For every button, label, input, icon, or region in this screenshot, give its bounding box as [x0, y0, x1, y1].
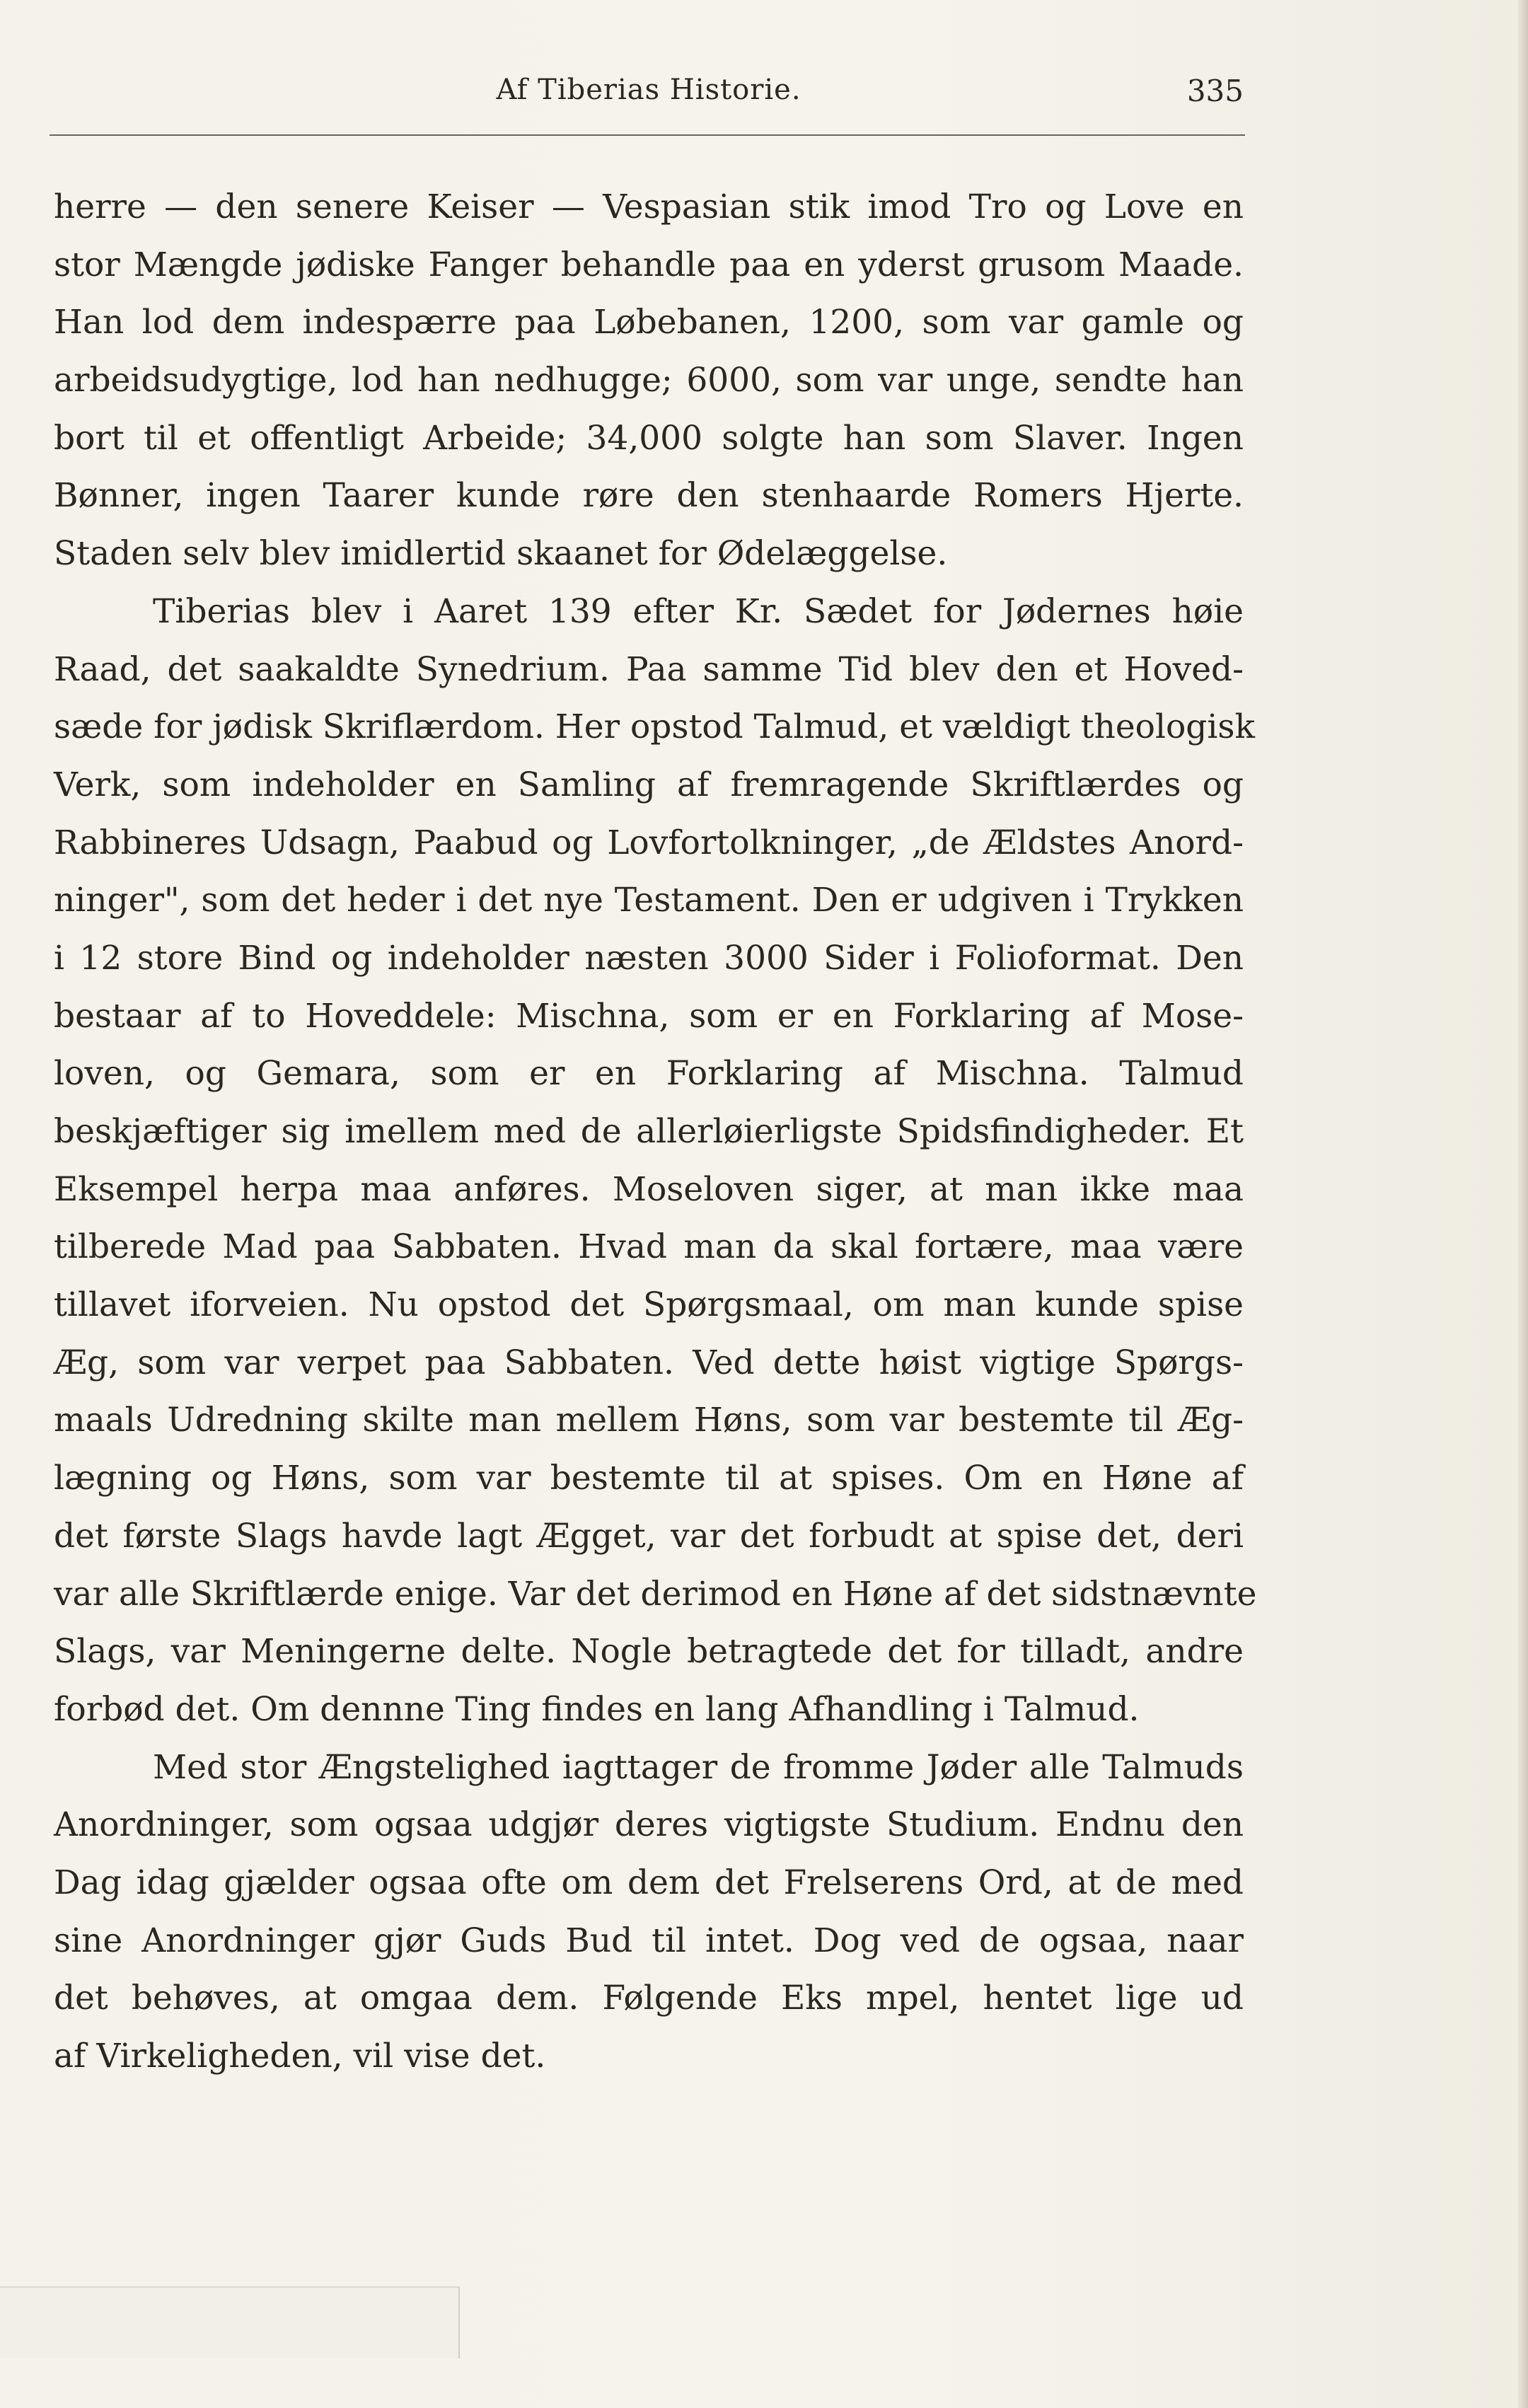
page-number: 335 — [1186, 74, 1244, 108]
text-line: Raad, det saakaldte Synedrium. Paa samme Tid blev den et Hoved- — [54, 649, 1244, 689]
page-edge-shadow — [1518, 0, 1528, 2408]
paragraph — [54, 178, 1244, 583]
text-line: i 12 store Bind og indeholder næsten 3000 Sider i Folioformat. Den — [54, 938, 1244, 978]
scan-artifact-strip — [0, 2286, 460, 2358]
paragraph — [54, 1739, 1244, 2085]
text-line: Bønner, ingen Taarer kunde røre den stenhaarde Romers Hjerte. — [54, 476, 1244, 516]
header-rule — [50, 134, 1245, 136]
text-line: Rabbineres Udsagn, Paabud og Lovfortolkninger, „de Ældstes Anord- — [54, 823, 1244, 862]
text-line: Han lod dem indespærre paa Løbebanen, 1200, som var gamle og — [54, 303, 1244, 342]
text-line: Eksempel herpa maa anføres. Moseloven siger, at man ikke maa — [54, 1169, 1244, 1209]
text-line: Staden selv blev imidlertid skaanet for Ødelæggelse. — [54, 534, 948, 574]
text-line: Verk, som indeholder en Samling af fremragende Skriftlærdes og — [54, 765, 1244, 804]
text-line: Æg, som var verpet paa Sabbaten. Ved dette høist vigtige Spørgs- — [54, 1343, 1244, 1382]
page-header — [54, 74, 1244, 123]
text-line: Anordninger, som ogsaa udgjør deres vigtigste Studium. Endnu den — [54, 1805, 1244, 1845]
text-line: sæde for jødisk Skriflærdom. Her opstod Talmud, et vældigt theologisk — [54, 707, 1255, 747]
text-line: Dag idag gjælder ogsaa ofte om dem det Frelserens Ord, at de med — [54, 1863, 1244, 1902]
text-line: forbød det. Om dennne Ting findes en lang Afhandling i Talmud. — [54, 1689, 1140, 1729]
text-line: Med stor Ængstelighed iagttager de fromme Jøder alle Talmuds — [153, 1747, 1244, 1787]
text-line: ninger", som det heder i det nye Testament. Den er udgiven i Trykken — [54, 881, 1244, 920]
text-line: herre — den senere Keiser — Vespasian stik imod Tro og Love en — [54, 187, 1244, 226]
text-line: arbeidsudygtige, lod han nedhugge; 6000, som var unge, sendte han — [54, 361, 1244, 400]
text-line: Tiberias blev i Aaret 139 efter Kr. Sædet for Jødernes høie — [153, 591, 1244, 631]
body-text — [54, 178, 1257, 2085]
text-line: bestaar af to Hoveddele: Mischna, som er en Forklaring af Mose- — [54, 996, 1244, 1036]
text-line: sine Anordninger gjør Guds Bud til intet. Dog ved de ogsaa, naar — [54, 1921, 1244, 1960]
text-line: var alle Skriftlærde enige. Var det derimod en Høne af det sidstnævnte — [54, 1574, 1257, 1614]
text-line: det første Slags havde lagt Ægget, var det forbudt at spise det, deri — [54, 1516, 1244, 1556]
text-line: lægning og Høns, som var bestemte til at spises. Om en Høne af — [54, 1459, 1244, 1498]
text-line: maals Udredning skilte man mellem Høns, som var bestemte til Æg- — [54, 1401, 1244, 1440]
text-line: loven, og Gemara, som er en Forklaring af Mischna. Talmud — [54, 1054, 1244, 1094]
paragraph — [54, 583, 1257, 1739]
text-line: bort til et offentligt Arbeide; 34,000 solgte han som Slaver. Ingen — [54, 418, 1244, 458]
text-line: stor Mængde jødiske Fanger behandle paa en yderst grusom Maade. — [54, 245, 1244, 284]
running-title: Af Tiberias Historie. — [496, 74, 801, 106]
text-line: det behøves, at omgaa dem. Følgende Eks mpel, hentet lige ud — [54, 1979, 1244, 2018]
text-line: af Virkeligheden, vil vise det. — [54, 2037, 546, 2076]
text-line: beskjæftiger sig imellem med de allerløierligste Spidsfindigheder. Et — [54, 1112, 1244, 1151]
text-line: Slags, var Meningerne delte. Nogle betragtede det for tilladt, andre — [54, 1632, 1244, 1672]
text-line: tilberede Mad paa Sabbaten. Hvad man da skal fortære, maa være — [54, 1227, 1244, 1267]
text-line: tillavet iforveien. Nu opstod det Spørgsmaal, om man kunde spise — [54, 1285, 1244, 1325]
